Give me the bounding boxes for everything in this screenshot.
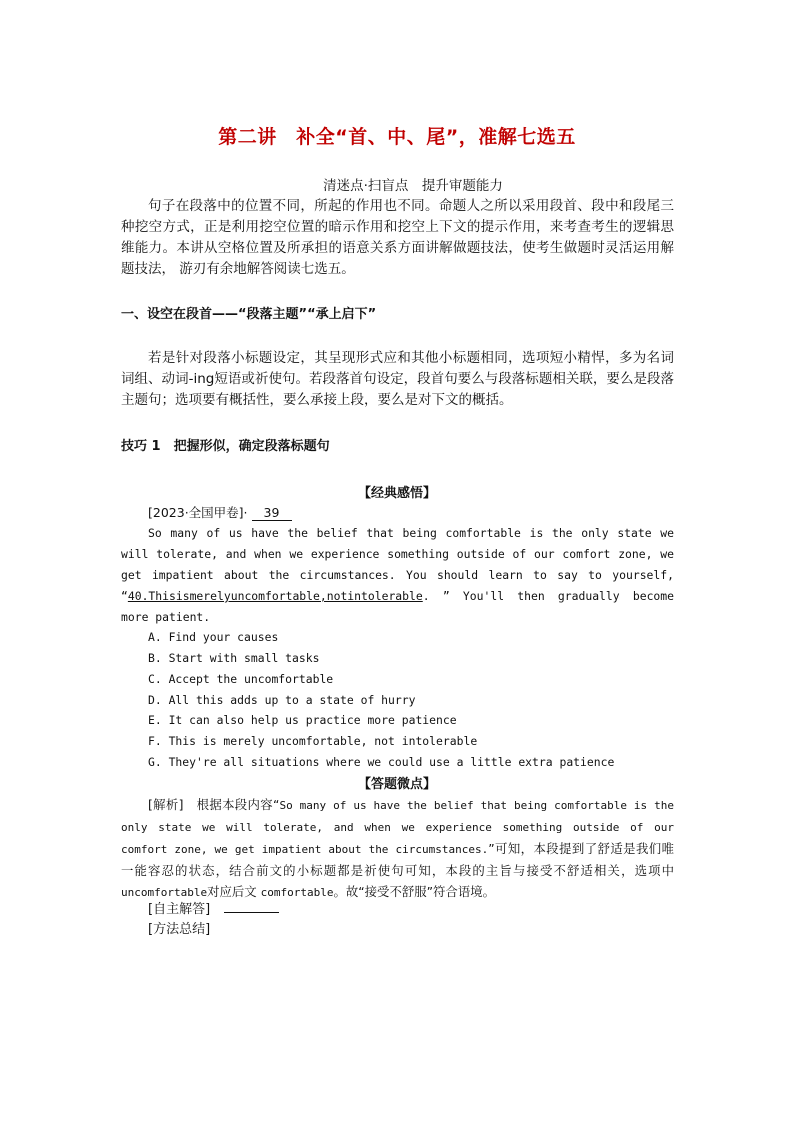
analysis-label: [解析]	[148, 797, 184, 812]
intro-paragraph: 句子在段落中的位置不同，所起的作用也不同。命题人之所以采用段首、段中和段尾三种挖空方式，正是利用挖空位置的暗示作用和挖空上下文的提示作用，来考查考生的逻辑思维能力。本讲从空格位置及所承担的语意关系方面讲解做题技法，使考生做题时灵活运用解题技法， 游刃有余地解答阅读七选五。	[121, 198, 674, 277]
passage-blank: 40.Thisismerelyuncomfortable,notintolerable	[127, 589, 423, 603]
section1-heading: 一、设空在段首——“段落主题”“承上启下”	[121, 307, 377, 322]
option-f: F. This is merely uncomfortable, not intolerable	[148, 734, 478, 748]
source-label: [2023·全国甲卷]·	[148, 505, 248, 520]
analysis-quote: So many of us have the belief that being comfortable is the only state we will tolerate, and when we experience something outside of our comfort zone, we get impatient about the circumstances.	[121, 799, 675, 856]
option-g: G. They're all situations where we could use a little extra patience	[148, 755, 615, 769]
analysis-paragraph	[121, 794, 674, 903]
analysis-rest-2: 对应后文	[207, 884, 257, 899]
tip1-heading: 技巧 1 把握形似，确定段落标题句	[121, 439, 330, 454]
passage-part2: . ” You'll then gradually become more patient.	[121, 589, 674, 624]
passage	[121, 523, 674, 628]
analysis-rest-3: 。故“接受不舒服”符合语境。	[333, 884, 495, 899]
classic-label: 【经典感悟】	[357, 486, 436, 501]
self-answer-label: [自主解答]	[148, 902, 211, 917]
answer-label: 【答题微点】	[357, 777, 436, 792]
self-answer-blank[interactable]	[224, 912, 279, 913]
analysis-word2: comfortable	[260, 886, 334, 899]
option-e: E. It can also help us practice more patience	[148, 713, 457, 727]
blank-number: 39	[252, 505, 292, 521]
section1-body: 若是针对段落小标题设定，其呈现形式应和其他小标题相同，选项短小精悍，多为名词词组、动词-ing短语或祈使句。若段落首句设定，段首句要么与段落标题相关联，要么是段落主题句；选项要有概括性，要么承接上段，要么是对下文的概括。	[121, 350, 674, 408]
analysis-word: uncomfortable	[121, 886, 208, 899]
option-c: C. Accept the uncomfortable	[148, 672, 334, 686]
source-line	[148, 503, 292, 521]
option-a: A. Find your causes	[148, 630, 279, 644]
analysis-lead: 根据本段内容“	[196, 797, 280, 812]
option-d: D. All this adds up to a state of hurry	[148, 693, 416, 707]
subtitle: 清迷点·扫盲点 提升审题能力	[323, 178, 503, 194]
option-b: B. Start with small tasks	[148, 651, 320, 665]
page-title: 第二讲 补全“首、中、尾”，准解七选五	[218, 126, 576, 148]
analysis-rest-1: ”可知，本段提到了舒适是我们唯一能容忍的状态，结合前文的小标题都是祈使句可知，本段的主旨与接受不舒适相关，选项中	[121, 841, 674, 878]
passage-part1: So many of us have the belief that being comfortable is the only state we will tolerate, and when we experience something outside of our comfort zone, we get impatient about the circumstances. You should learn to say to yourself, “	[121, 526, 674, 603]
method-summary-label: [方法总结]	[148, 922, 211, 937]
self-answer-line	[148, 898, 279, 917]
